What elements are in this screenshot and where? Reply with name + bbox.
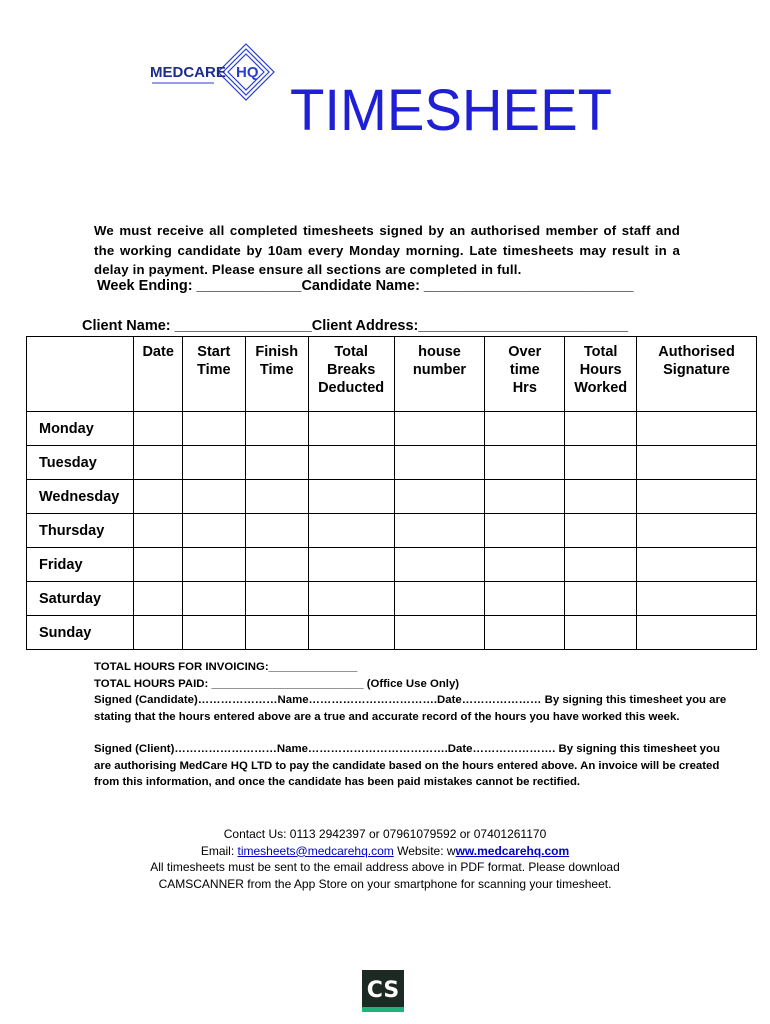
camscanner-badge-text: CS [366, 978, 400, 1003]
day-label: Thursday [27, 514, 134, 548]
cell-house-number[interactable] [394, 616, 485, 650]
logo-text-medcare: MEDCARE [150, 64, 226, 81]
cell-date[interactable] [133, 616, 182, 650]
cell-total-hours[interactable] [565, 412, 637, 446]
header-date: Date [133, 337, 182, 412]
cell-overtime[interactable] [485, 514, 565, 548]
table-header-row [27, 337, 757, 412]
cell-signature[interactable] [637, 616, 757, 650]
intro-paragraph [94, 221, 680, 280]
medcare-hq-logo [148, 42, 278, 104]
cell-house-number[interactable] [394, 582, 485, 616]
header-overtime: Over time Hrs [485, 337, 565, 412]
table-row [27, 480, 757, 514]
contact-phones: Contact Us: 0113 2942397 or 07961079592 or 07401261170 [223, 827, 547, 841]
logo-text-hq: HQ [236, 64, 259, 81]
total-hours-invoicing[interactable]: TOTAL HOURS FOR INVOICING:______________ [94, 661, 358, 673]
cell-house-number[interactable] [394, 446, 485, 480]
cell-overtime[interactable] [485, 548, 565, 582]
table-row [27, 582, 757, 616]
cell-finish-time[interactable] [245, 412, 308, 446]
website-link[interactable]: ww.medcarehq.com [455, 843, 570, 858]
cell-signature[interactable] [637, 480, 757, 514]
cell-start-time[interactable] [182, 514, 245, 548]
client-line[interactable]: Client Name: _________________Client Address:__________________________ [82, 318, 629, 334]
website-label: Website: w [393, 843, 456, 858]
camscanner-badge [362, 970, 404, 1012]
cell-overtime[interactable] [485, 412, 565, 446]
cell-overtime[interactable] [485, 616, 565, 650]
timesheet-table [26, 336, 757, 650]
signed-candidate-text[interactable]: Signed (Candidate)…………………Name…………………………….Date………………… By signing this timesheet you are stating that the hours entered above are a true and accurate record of the hours you have worked this week. [94, 694, 727, 723]
cell-total-hours[interactable] [565, 616, 637, 650]
cell-start-time[interactable] [182, 616, 245, 650]
cell-date[interactable] [133, 412, 182, 446]
cell-total-breaks[interactable] [308, 514, 394, 548]
totals-section [94, 659, 734, 791]
header-total-hours: Total Hours Worked [565, 337, 637, 412]
header-total-breaks: Total Breaks Deducted [308, 337, 394, 412]
cell-finish-time[interactable] [245, 480, 308, 514]
submission-note-1: All timesheets must be sent to the email address above in PDF format. Please download [150, 860, 620, 875]
day-label: Saturday [27, 582, 134, 616]
header-blank [27, 337, 134, 412]
header-finish-time: Finish Time [245, 337, 308, 412]
day-label: Wednesday [27, 480, 134, 514]
cell-start-time[interactable] [182, 548, 245, 582]
cell-start-time[interactable] [182, 582, 245, 616]
cell-house-number[interactable] [394, 548, 485, 582]
cell-start-time[interactable] [182, 412, 245, 446]
cell-finish-time[interactable] [245, 548, 308, 582]
cell-finish-time[interactable] [245, 446, 308, 480]
cell-start-time[interactable] [182, 480, 245, 514]
cell-total-hours[interactable] [565, 480, 637, 514]
cell-date[interactable] [133, 582, 182, 616]
cell-date[interactable] [133, 480, 182, 514]
cell-date[interactable] [133, 446, 182, 480]
cell-total-breaks[interactable] [308, 582, 394, 616]
week-ending-line[interactable]: Week Ending: _____________Candidate Name: __________________________ [97, 278, 634, 294]
cell-total-breaks[interactable] [308, 480, 394, 514]
cell-date[interactable] [133, 514, 182, 548]
header-start-time: Start Time [182, 337, 245, 412]
cell-overtime[interactable] [485, 480, 565, 514]
cell-overtime[interactable] [485, 582, 565, 616]
email-link[interactable]: timesheets@medcarehq.com [237, 843, 394, 858]
cell-signature[interactable] [637, 412, 757, 446]
table-row [27, 412, 757, 446]
cell-signature[interactable] [637, 548, 757, 582]
cell-total-hours[interactable] [565, 548, 637, 582]
day-label: Tuesday [27, 446, 134, 480]
cell-house-number[interactable] [394, 514, 485, 548]
cell-total-breaks[interactable] [308, 616, 394, 650]
cell-house-number[interactable] [394, 480, 485, 514]
cell-total-breaks[interactable] [308, 446, 394, 480]
cell-finish-time[interactable] [245, 616, 308, 650]
cell-signature[interactable] [637, 514, 757, 548]
cell-total-breaks[interactable] [308, 548, 394, 582]
email-label: Email: [200, 843, 238, 858]
cell-total-hours[interactable] [565, 514, 637, 548]
cell-overtime[interactable] [485, 446, 565, 480]
table-row [27, 514, 757, 548]
page-title: TIMESHEET [290, 78, 612, 143]
day-label: Friday [27, 548, 134, 582]
cell-house-number[interactable] [394, 412, 485, 446]
cell-date[interactable] [133, 548, 182, 582]
header-signature: Authorised Signature [637, 337, 757, 412]
contact-links [0, 843, 770, 860]
submission-note-2: CAMSCANNER from the App Store on your smartphone for scanning your timesheet. [158, 877, 612, 892]
table-row [27, 548, 757, 582]
table-row [27, 446, 757, 480]
cell-total-breaks[interactable] [308, 412, 394, 446]
signed-client-text[interactable]: Signed (Client)………………………Name……………………………….Date…………………. By signing this timesheet you are authorising MedCare HQ LTD to pay the candidate based on the hours entered above. An invoice will be created from this information, and once the candidate has been paid mistakes cannot be rectified. [94, 743, 720, 788]
day-label: Monday [27, 412, 134, 446]
cell-finish-time[interactable] [245, 582, 308, 616]
header-house-number: house number [394, 337, 485, 412]
total-hours-paid[interactable]: TOTAL HOURS PAID: ________________________ (Office Use Only) [94, 677, 460, 690]
day-label: Sunday [27, 616, 134, 650]
cell-signature[interactable] [637, 582, 757, 616]
cell-total-hours[interactable] [565, 446, 637, 480]
cell-signature[interactable] [637, 446, 757, 480]
cell-total-hours[interactable] [565, 582, 637, 616]
intro-text: We must receive all completed timesheets signed by an authorised member of staff and the working candidate by 10am every Monday morning. Late timesheets may result in a delay in payment. Please ensure all sections are completed in full. [94, 223, 680, 277]
cell-finish-time[interactable] [245, 514, 308, 548]
table-row [27, 616, 757, 650]
contact-section [0, 826, 770, 893]
cell-start-time[interactable] [182, 446, 245, 480]
